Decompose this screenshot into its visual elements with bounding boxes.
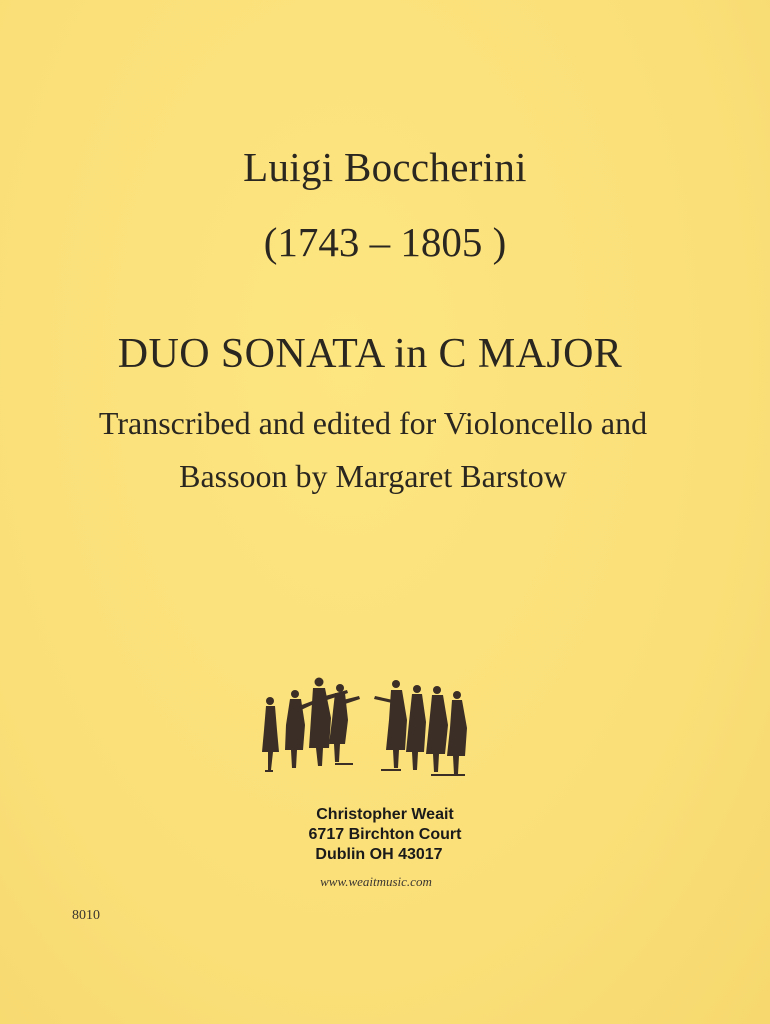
publisher-street: 6717 Birchton Court — [308, 826, 462, 843]
composer-dates: (1743 – 1805 ) — [263, 219, 507, 265]
catalog-number: 8010 — [72, 908, 100, 923]
subtitle-line-2: Bassoon by Margaret Barstow — [179, 458, 567, 494]
musicians-silhouette-icon — [255, 670, 475, 785]
publisher-city: Dublin OH 43017 — [315, 846, 443, 863]
subtitle-line-1: Transcribed and edited for Violoncello and — [98, 405, 648, 441]
work-title: DUO SONATA in C MAJOR — [117, 331, 623, 377]
publisher-name: Christopher Weait — [316, 806, 454, 823]
composer-name: Luigi Boccherini — [243, 144, 527, 190]
publisher-website: www.weaitmusic.com — [320, 874, 432, 889]
